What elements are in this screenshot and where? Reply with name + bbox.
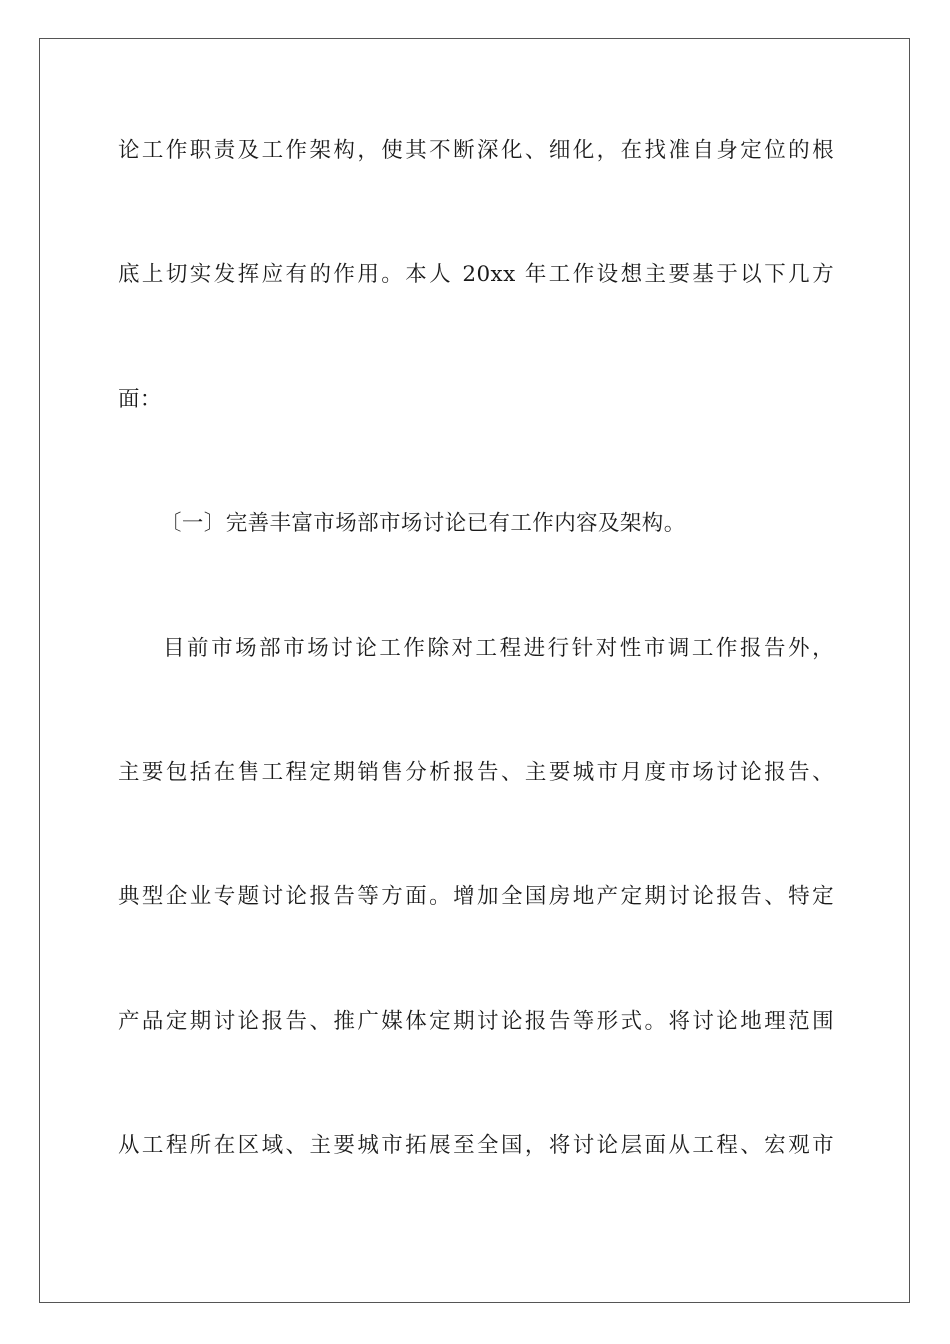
page-border [39,38,910,1303]
paragraph-line-7: 典型企业专题讨论报告等方面。增加全国房地产定期讨论报告、特定 [118,884,834,909]
paragraph-line-5: 目前市场部市场讨论工作除对工程进行针对性市调工作报告外， [163,636,834,661]
paragraph-line-6: 主要包括在售工程定期销售分析报告、主要城市月度市场讨论报告、 [118,760,834,785]
section-heading: 〔一〕完善丰富市场部市场讨论已有工作内容及架构。 [160,511,686,536]
paragraph-line-1: 论工作职责及工作架构，使其不断深化、细化，在找准自身定位的根 [118,138,834,163]
paragraph-line-2: 底上切实发挥应有的作用。本人 20xx 年工作设想主要基于以下几方 [118,262,834,287]
paragraph-line-3: 面： [118,387,162,412]
paragraph-line-8: 产品定期讨论报告、推广媒体定期讨论报告等形式。将讨论地理范围 [118,1009,834,1034]
paragraph-line-9: 从工程所在区域、主要城市拓展至全国，将讨论层面从工程、宏观市 [118,1133,834,1158]
